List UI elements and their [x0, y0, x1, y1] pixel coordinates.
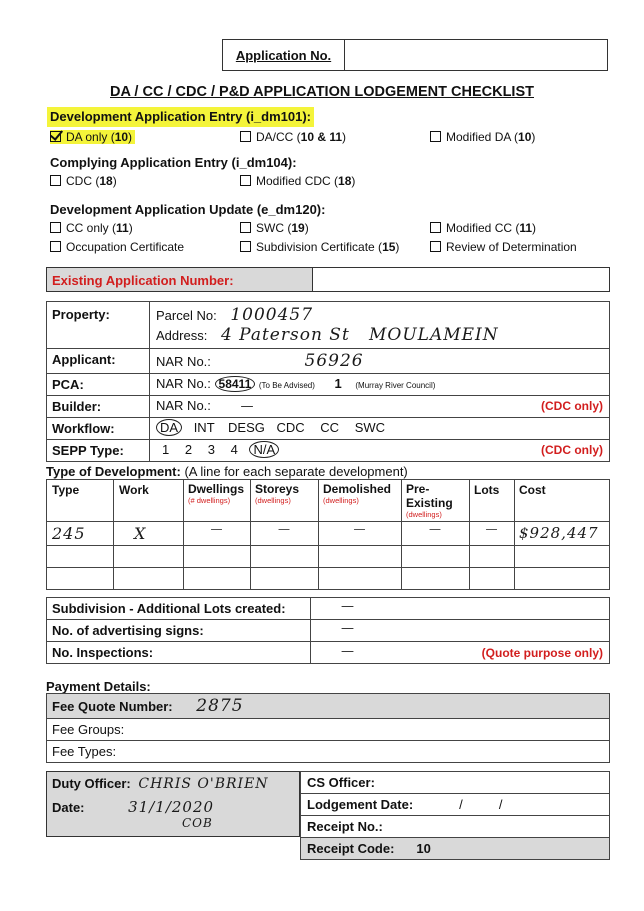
cs-officer-table	[300, 771, 610, 860]
payment-table	[46, 693, 610, 763]
cell-type[interactable]	[47, 568, 114, 590]
sepp-1[interactable]: 1	[162, 442, 170, 457]
subdivision-table	[46, 597, 610, 664]
duty-officer-value[interactable]: CHRIS O'BRIEN	[138, 776, 269, 792]
col-demolished: Demolished (dwellings)	[319, 480, 402, 522]
duty-officer-line: Duty Officer: CHRIS O'BRIEN	[52, 776, 269, 792]
payment-details-heading: Payment Details:	[46, 679, 151, 694]
fee-quote-row[interactable]: Fee Quote Number: 2875	[47, 694, 610, 719]
officer-block	[46, 771, 610, 860]
builder-label: Builder:	[47, 396, 150, 418]
option-modified-da[interactable]: Modified DA (10)	[430, 130, 535, 144]
type-of-development-heading: Type of Development: (A line for each separate development)	[46, 464, 408, 479]
advertising-signs-label: No. of advertising signs:	[47, 620, 311, 642]
inspections-label: No. Inspections:	[47, 642, 311, 664]
receipt-no-row[interactable]: Receipt No.:	[301, 816, 610, 838]
workflow-int[interactable]: INT	[193, 420, 215, 435]
checkbox-icon[interactable]	[430, 241, 441, 252]
table-row	[47, 546, 610, 568]
cell-demolished[interactable]: —	[319, 522, 402, 546]
dev-app-entry-title: Development Application Entry (i_dm101):	[50, 109, 312, 124]
inspections-note: (Quote purpose only)	[481, 646, 603, 660]
fee-quote-value[interactable]: 2875	[196, 696, 244, 716]
col-type: Type	[47, 480, 114, 522]
inspections-value[interactable]: —	[341, 644, 355, 659]
cell-cost[interactable]	[515, 568, 610, 590]
checkbox-icon[interactable]	[50, 241, 61, 252]
receipt-code-row[interactable]: Receipt Code: 10	[301, 838, 610, 860]
cell-work[interactable]	[114, 546, 184, 568]
workflow-cc[interactable]: CC	[320, 420, 340, 435]
address-value[interactable]: 4 Paterson St MOULAMEIN	[220, 325, 499, 345]
cell-storeys[interactable]: —	[251, 522, 319, 546]
checkbox-icon[interactable]	[430, 222, 441, 233]
workflow-swc[interactable]: SWC	[354, 420, 386, 435]
complying-entry-title: Complying Application Entry (i_dm104):	[50, 155, 297, 170]
parcel-value[interactable]: 1000457	[230, 305, 314, 325]
complying-entry-section	[50, 155, 610, 194]
officer-initials: COB	[182, 816, 213, 830]
cell-pre-existing[interactable]	[402, 546, 470, 568]
advertising-signs-value[interactable]: —	[311, 620, 610, 642]
cell-work[interactable]	[114, 568, 184, 590]
cs-officer-row[interactable]: CS Officer:	[301, 772, 610, 794]
checkbox-icon[interactable]	[240, 222, 251, 233]
cell-demolished[interactable]	[319, 568, 402, 590]
dev-app-entry-section	[47, 107, 607, 150]
subdivision-lots-label: Subdivision - Additional Lots created:	[47, 598, 311, 620]
pca-nar-value[interactable]: 58411	[215, 376, 256, 392]
cell-lots[interactable]: —	[470, 522, 515, 546]
cell-pre-existing[interactable]: —	[402, 522, 470, 546]
cell-storeys[interactable]	[251, 568, 319, 590]
col-cost: Cost	[515, 480, 610, 522]
date-value[interactable]: 31/1/2020	[128, 798, 215, 816]
checkbox-icon[interactable]	[240, 241, 251, 252]
workflow-options	[150, 418, 610, 440]
checkbox-icon[interactable]	[240, 131, 251, 142]
fee-groups-row[interactable]: Fee Groups:	[47, 719, 610, 741]
duty-officer-box	[46, 771, 300, 837]
workflow-da[interactable]: DA	[156, 419, 182, 436]
lodgement-date-row[interactable]: Lodgement Date: / /	[301, 794, 610, 816]
cell-type[interactable]	[47, 546, 114, 568]
property-label: Property:	[47, 302, 150, 349]
existing-application-field[interactable]	[313, 268, 609, 291]
builder-nar-value[interactable]: —	[240, 399, 255, 414]
option-cc-only[interactable]: CC only (11)	[50, 221, 133, 235]
cell-type[interactable]: 245	[47, 522, 114, 546]
checkbox-checked-icon[interactable]	[50, 131, 61, 142]
col-work: Work	[114, 480, 184, 522]
existing-application-box	[46, 267, 610, 292]
dev-update-section	[50, 202, 610, 261]
application-number-label: Application No.	[223, 40, 345, 70]
applicant-nar-value[interactable]: 56926	[304, 351, 364, 371]
existing-application-label: Existing Application Number:	[47, 268, 313, 291]
property-table: Property: Parcel No: 1000457 Address: 4 Paterson St MOULAMEIN Applicant: NAR No.: 56926 PCA: NAR No.: 58411 (To Be Advised) 1 (Murray River Council) Builder: NAR No.: — (CDC only) Workflow: DA INT DESG CDC CC SWC SEPP Type: 1 2 3 4 N/A (CDC only)	[46, 301, 610, 462]
col-storeys: Storeys (dwellings)	[251, 480, 319, 522]
cell-lots[interactable]	[470, 546, 515, 568]
checkbox-icon[interactable]	[50, 222, 61, 233]
option-da-only[interactable]: DA only (10)	[50, 130, 135, 144]
cell-cost[interactable]	[515, 546, 610, 568]
table-row	[47, 568, 610, 590]
option-subdivision-certificate[interactable]: Subdivision Certificate (15)	[240, 240, 399, 254]
checkbox-icon[interactable]	[430, 131, 441, 142]
sepp-3[interactable]: 3	[207, 442, 215, 457]
cell-lots[interactable]	[470, 568, 515, 590]
workflow-desg[interactable]: DESG	[228, 420, 265, 435]
col-dwellings: Dwellings (# dwellings)	[184, 480, 251, 522]
cell-storeys[interactable]	[251, 546, 319, 568]
fee-types-row[interactable]: Fee Types:	[47, 741, 610, 763]
pca-label: PCA:	[47, 374, 150, 396]
address-line: Address: 4 Paterson St MOULAMEIN	[156, 325, 499, 345]
option-cdc[interactable]: CDC (18)	[50, 174, 117, 188]
cell-work[interactable]: X	[114, 522, 184, 546]
option-modified-cdc[interactable]: Modified CDC (18)	[240, 174, 355, 188]
page-title: DA / CC / CDC / P&D APPLICATION LODGEMENT CHECKLIST	[110, 84, 534, 100]
type-of-development-table	[46, 479, 610, 590]
cell-dwellings[interactable]	[184, 546, 251, 568]
workflow-label: Workflow:	[47, 418, 150, 440]
checkbox-icon[interactable]	[240, 175, 251, 186]
sepp-2[interactable]: 2	[184, 442, 193, 457]
dev-update-title: Development Application Update (e_dm120):	[50, 202, 326, 217]
builder-cdc-note: (CDC only)	[541, 399, 603, 413]
sepp-4[interactable]: 4	[230, 442, 238, 457]
cell-dwellings[interactable]	[184, 568, 251, 590]
sepp-options	[150, 440, 610, 462]
option-occupation-certificate[interactable]: Occupation Certificate	[50, 240, 184, 254]
option-modified-cc[interactable]: Modified CC (11)	[430, 221, 536, 235]
table-header-row	[47, 480, 610, 522]
subdivision-lots-value[interactable]: —	[311, 598, 610, 620]
option-swc[interactable]: SWC (19)	[240, 221, 309, 235]
table-row	[47, 522, 610, 546]
checkbox-icon[interactable]	[50, 175, 61, 186]
option-review-determination[interactable]: Review of Determination	[430, 240, 577, 254]
option-da-cc[interactable]: DA/CC (10 & 11)	[240, 130, 346, 144]
application-number-field[interactable]	[345, 40, 607, 70]
workflow-cdc[interactable]: CDC	[276, 420, 305, 435]
sepp-label: SEPP Type:	[47, 440, 150, 462]
cell-pre-existing[interactable]	[402, 568, 470, 590]
date-line: Date: 31/1/2020	[52, 798, 215, 816]
parcel-line: Parcel No: 1000457	[156, 305, 314, 325]
col-lots: Lots	[470, 480, 515, 522]
application-number-box	[222, 39, 608, 71]
cell-demolished[interactable]	[319, 546, 402, 568]
sepp-na[interactable]: N/A	[249, 441, 279, 458]
sepp-cdc-note: (CDC only)	[541, 443, 603, 457]
cell-dwellings[interactable]: —	[184, 522, 251, 546]
cell-cost[interactable]: $928,447	[515, 522, 610, 546]
col-pre-existing: Pre-Existing (dwellings)	[402, 480, 470, 522]
applicant-label: Applicant:	[47, 349, 150, 374]
